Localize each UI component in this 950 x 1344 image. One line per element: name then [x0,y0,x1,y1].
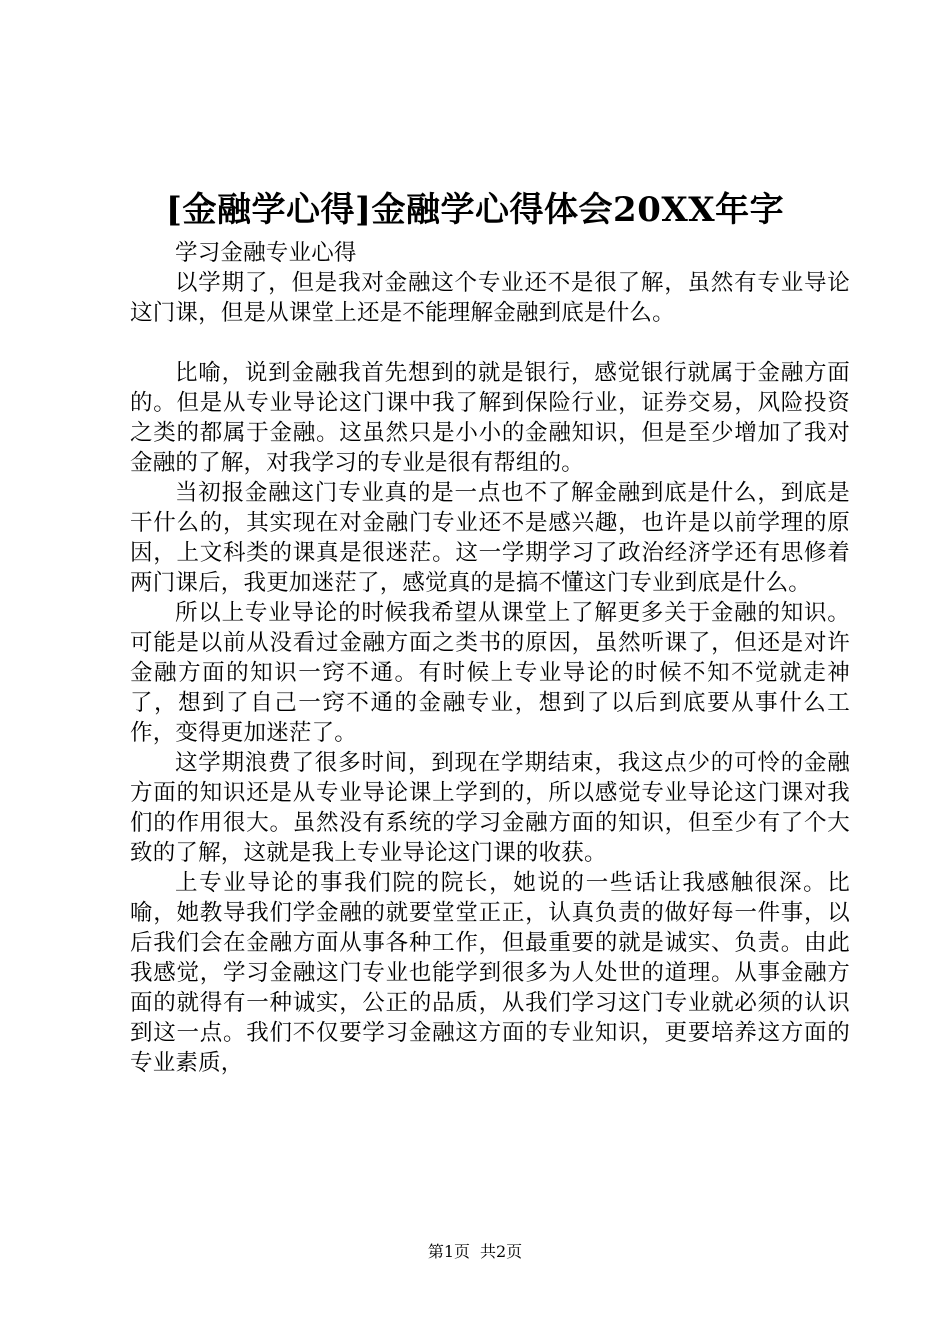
body-paragraph: 以学期了，但是我对金融这个专业还不是很了解，虽然有专业导论这门课，但是从课堂上还是不能理解金融到底是什么。 [130,270,850,326]
body-paragraph: 上专业导论的事我们院的院长，她说的一些话让我感触很深。比喻，她教导我们学金融的就要堂堂正正，认真负责的做好每一件事，以后我们会在金融方面从事各种工作，但最重要的就是诚实、负责。由此我感觉，学习金融这门专业也能学到很多为人处世的道理。从事金融方面的就得有一种诚实，公正的品质，从我们学习这门专业就必须的认识到这一点。我们不仅要学习金融这方面的专业知识，更要培养这方面的专业素质， [130,870,850,1076]
body-paragraph: 这学期浪费了很多时间，到现在学期结束，我这点少的可怜的金融方面的知识还是从专业导论课上学到的，所以感觉专业导论这门课对我们的作用很大。虽然没有系统的学习金融方面的知识，但至少有了个大致的了解，这就是我上专业导论这门课的收获。 [130,750,850,866]
document-body [130,238,850,1078]
page-number: 第1页 [427,1242,470,1261]
body-paragraph: 所以上专业导论的时候我希望从课堂上了解更多关于金融的知识。可能是以前从没看过金融方面之类书的原因，虽然听课了，但还是对许金融方面的知识一窍不通。有时候上专业导论的时候不知不觉就走神了，想到了自己一窍不通的金融专业，想到了以后到底要从事什么工作，变得更加迷茫了。 [130,600,850,746]
subtitle-paragraph: 学习金融专业心得 [175,240,357,266]
body-paragraph: 比喻，说到金融我首先想到的就是银行，感觉银行就属于金融方面的。但是从专业导论这门课中我了解到保险行业，证券交易，风险投资之类的都属于金融。这虽然只是小小的金融知识，但是至少增加了我对金融的了解，对我学习的专业是很有帮组的。 [130,360,850,476]
document-title: [金融学心得]金融学心得体会20XX年字 [165,190,785,230]
body-paragraph: 当初报金融这门专业真的是一点也不了解金融到底是什么，到底是干什么的，其实现在对金融门专业还不是感兴趣，也许是以前学理的原因，上文科类的课真是很迷茫。这一学期学习了政治经济学还有思修着两门课后，我更加迷茫了，感觉真的是搞不懂这门专业到底是什么。 [130,480,850,596]
page-footer [0,1240,950,1264]
page-total: 共2页 [480,1242,523,1261]
